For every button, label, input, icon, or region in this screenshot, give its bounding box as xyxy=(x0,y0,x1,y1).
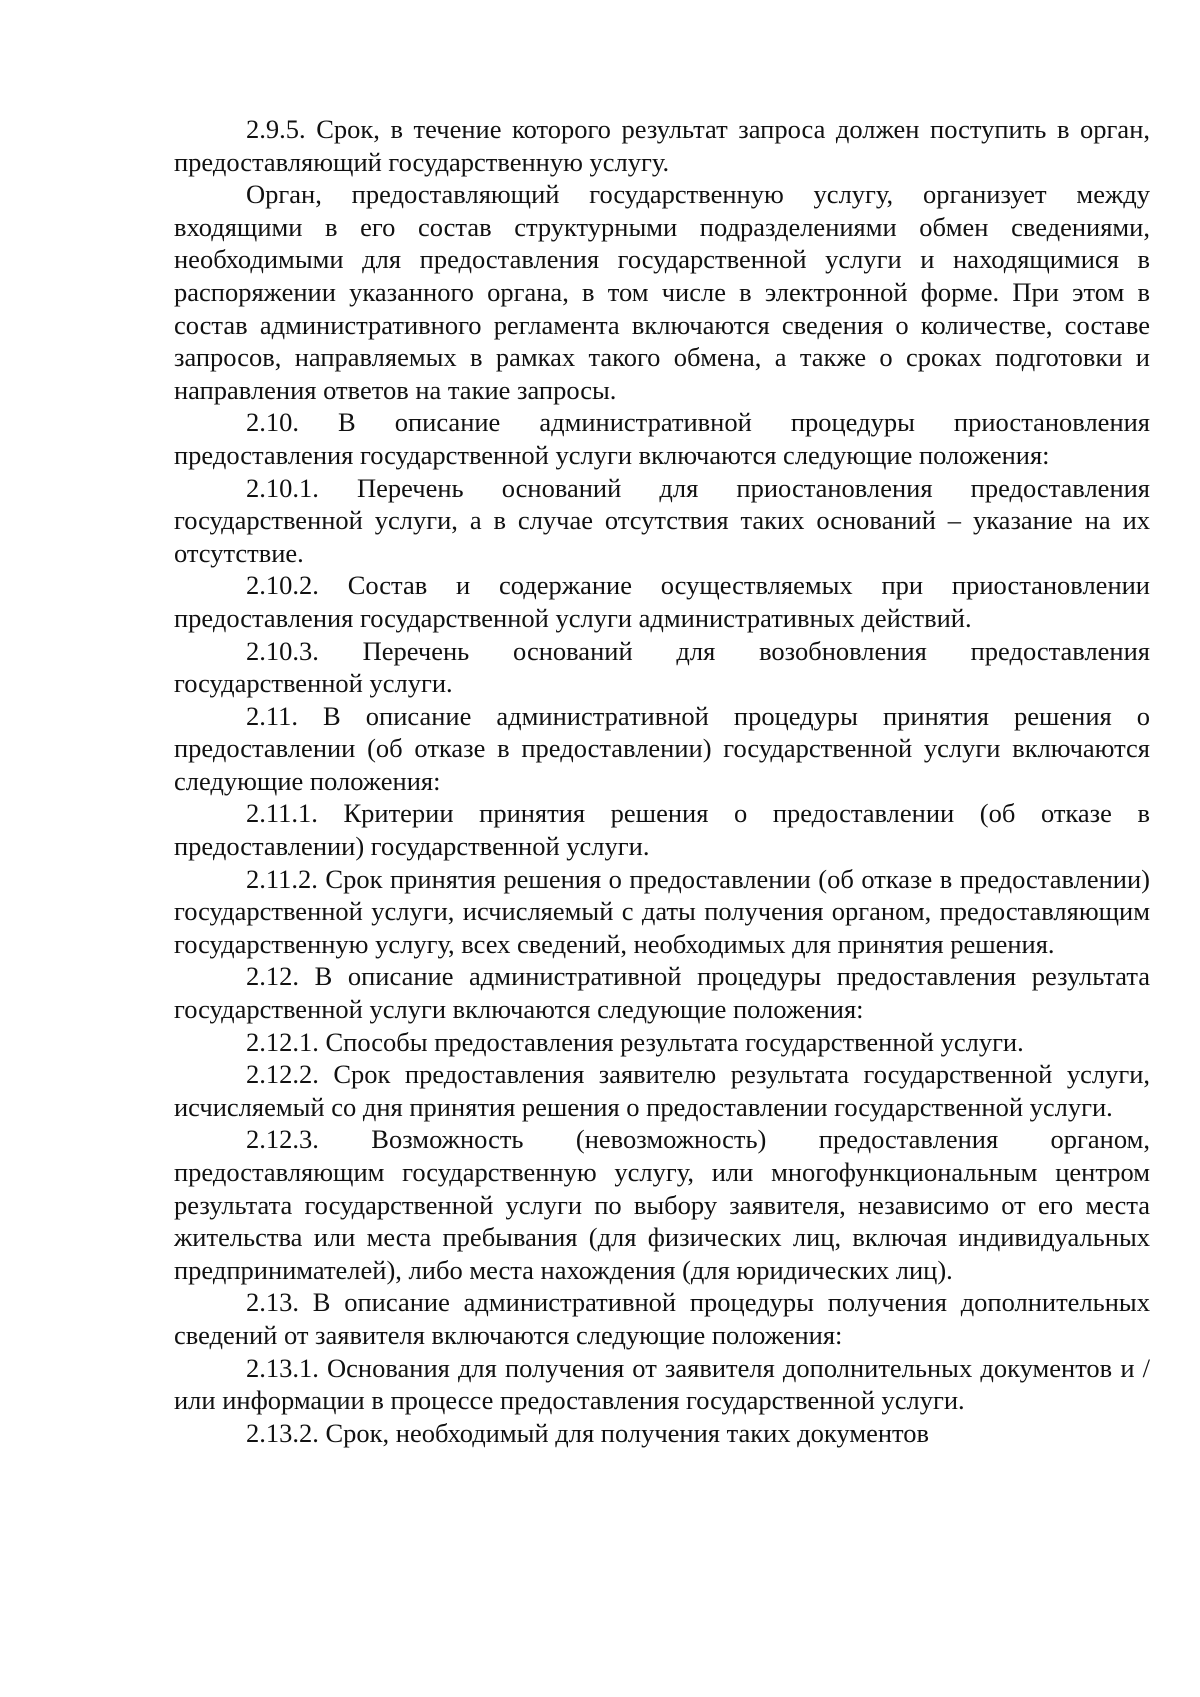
paragraph-2-12-3: 2.12.3. Возможность (невозможность) предоставления органом, предоставляющим государственную услугу, или многофункциональным центром результата государственной услуги по выбору заявителя, независимо от его места жительства или места пребывания (для физических лиц, включая индивидуальных предпринимателей), либо места нахождения (для юридических лиц). xyxy=(174,1124,1150,1285)
paragraph-2-9-5: 2.9.5. Срок, в течение которого результат запроса должен поступить в орган, предоставляющий государственную услугу. xyxy=(174,114,1150,177)
paragraph-2-10-3: 2.10.3. Перечень оснований для возобновления предоставления государственной услуги. xyxy=(174,635,1150,699)
paragraph-2-11-1: 2.11.1. Критерии принятия решения о предоставлении (об отказе в предоставлении) государственной услуги. xyxy=(174,798,1150,862)
document-body xyxy=(174,113,1150,1449)
paragraph-organ-exchange: Орган, предоставляющий государственную услугу, организует между входящими в его состав структурными подразделениями обмен сведениями, необходимыми для предоставления государственной услуги и находящимися в распоряжении указанного органа, в том числе в электронной форме. При этом в состав административного регламента включаются сведения о количестве, составе запросов, направляемых в рамках такого обмена, а также о сроках подготовки и направления ответов на такие запросы. xyxy=(174,179,1150,405)
paragraph-2-12-1: 2.12.1. Способы предоставления результата государственной услуги. xyxy=(246,1026,1024,1057)
paragraph-2-10-1: 2.10.1. Перечень оснований для приостановления предоставления государственной услуги, а в случае отсутствия таких оснований – указание на их отсутствие. xyxy=(174,472,1150,568)
paragraph-2-13-1: 2.13.1. Основания для получения от заявителя дополнительных документов и / или информации в процессе предоставления государственной услуги. xyxy=(174,1352,1150,1416)
paragraph-2-10: 2.10. В описание административной процедуры приостановления предоставления государственной услуги включаются следующие положения: xyxy=(174,407,1150,470)
paragraph-2-10-2: 2.10.2. Состав и содержание осуществляемых при приостановлении предоставления государственной услуги административных действий. xyxy=(174,570,1150,633)
paragraph-2-11-2: 2.11.2. Срок принятия решения о предоставлении (об отказе в предоставлении) государственной услуги, исчисляемый с даты получения органом, предоставляющим государственную услугу, всех сведений, необходимых для принятия решения. xyxy=(174,863,1150,959)
paragraph-2-13: 2.13. В описание административной процедуры получения дополнительных сведений от заявителя включаются следующие положения: xyxy=(174,1287,1150,1350)
paragraph-2-12-2: 2.12.2. Срок предоставления заявителю результата государственной услуги, исчисляемый со дня принятия решения о предоставлении государственной услуги. xyxy=(174,1059,1150,1122)
paragraph-2-11: 2.11. В описание административной процедуры принятия решения о предоставлении (об отказе в предоставлении) государственной услуги включаются следующие положения: xyxy=(174,700,1150,796)
paragraph-2-12: 2.12. В описание административной процедуры предоставления результата государственной услуги включаются следующие положения: xyxy=(174,961,1150,1025)
paragraph-2-13-2: 2.13.2. Срок, необходимый для получения таких документов xyxy=(246,1417,930,1448)
